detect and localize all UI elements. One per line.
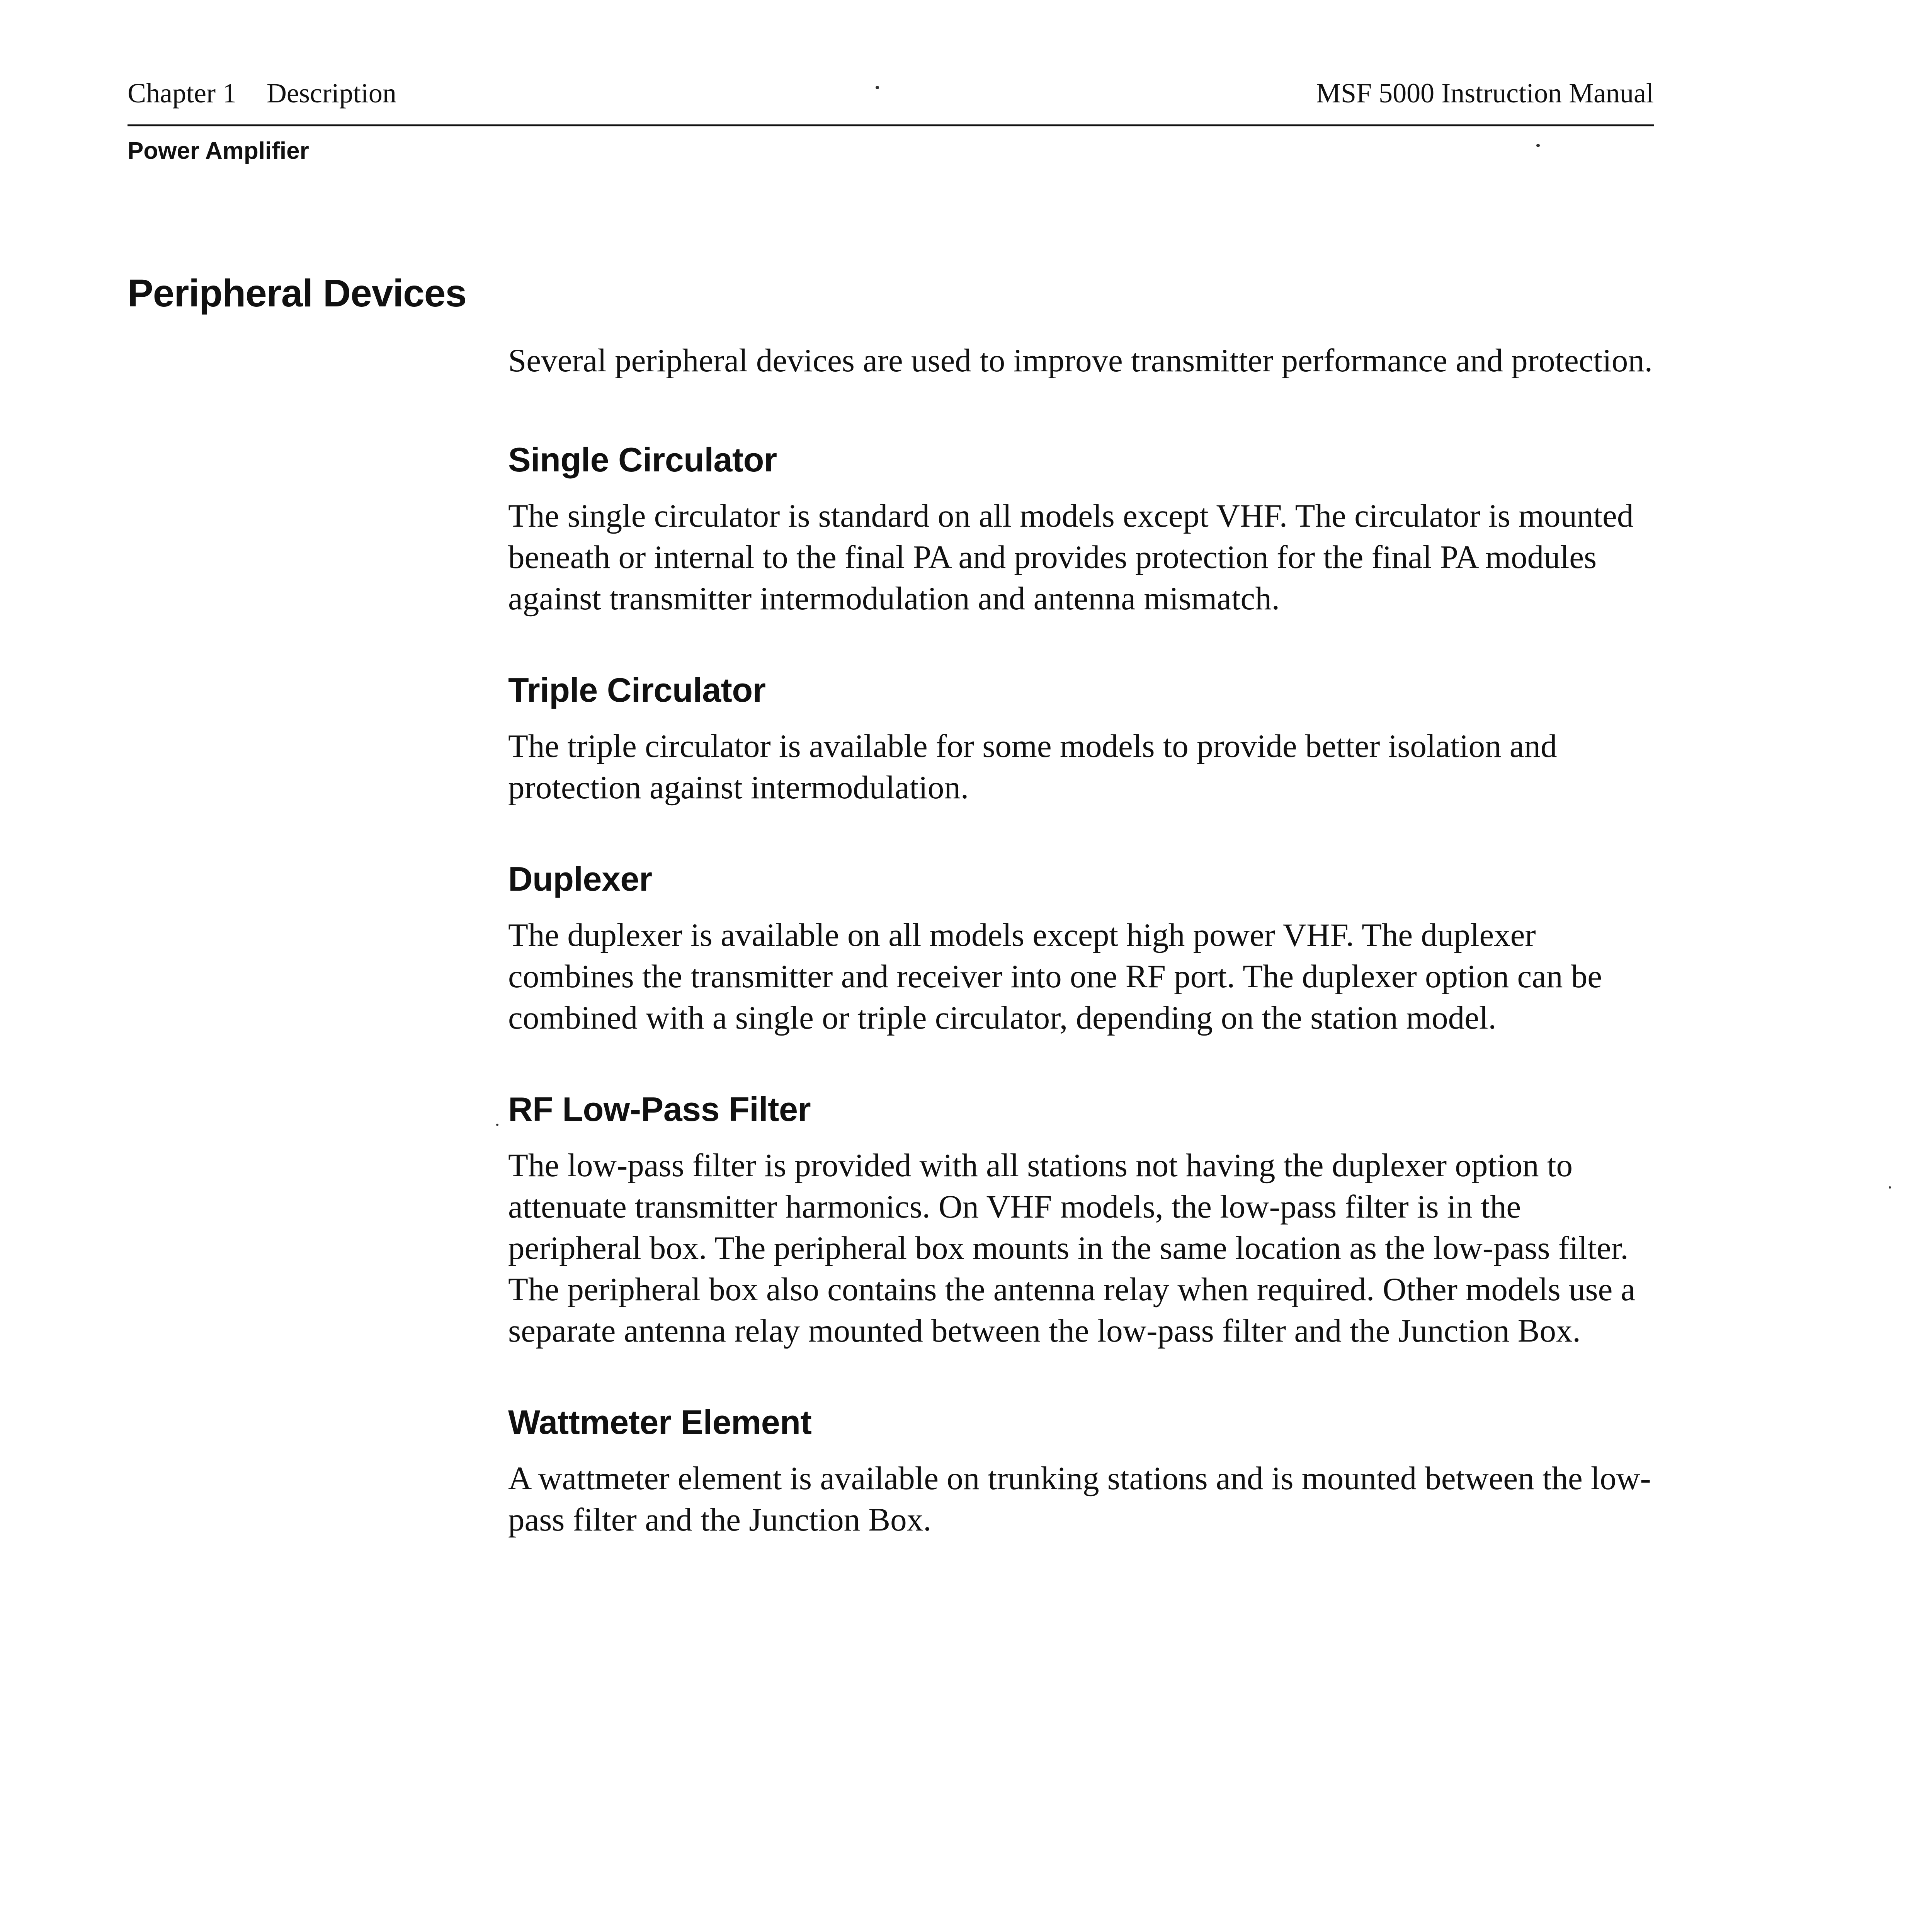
page-title: Peripheral Devices — [128, 272, 466, 315]
header-chapter — [128, 77, 396, 109]
scan-speck — [1536, 144, 1540, 147]
subsection-body: The triple circulator is available for some models to provide better isolation and protection against intermodulation. — [508, 728, 1557, 806]
subsection-duplexer — [508, 859, 1660, 1039]
subsection-rf-low-pass-filter — [508, 1089, 1660, 1352]
subsection-heading: Triple Circulator — [508, 671, 766, 709]
subsection-single-circulator — [508, 439, 1660, 619]
header-rule — [128, 124, 1654, 126]
subsection-triple-circulator — [508, 670, 1660, 808]
subsection-heading: Single Circulator — [508, 440, 777, 479]
subsection-body: A wattmeter element is available on trunking stations and is mounted between the low-pass filter and the Junction Box. — [508, 1460, 1651, 1538]
scan-speck — [876, 86, 879, 89]
content-column — [508, 340, 1660, 1591]
subsection-body: The low-pass filter is provided with all stations not having the duplexer option to attenuate transmitter harmonics. On VHF models, the low-pass filter is in the peripheral box. The peripheral box mounts in the same location as the low-pass filter. The peripheral box also contains the antenna relay when required. Other models use a separate antenna relay mounted between the low-pass filter and the Junction Box. — [508, 1147, 1636, 1349]
subsection-body: The duplexer is available on all models except high power VHF. The duplexer combines the transmitter and receiver into one RF port. The duplexer option can be combined with a single or triple circulator, depending on the station model. — [508, 917, 1602, 1036]
scan-speck — [496, 1124, 498, 1126]
subsection-heading: Duplexer — [508, 860, 652, 898]
running-header — [128, 77, 1654, 128]
subsection-heading: RF Low-Pass Filter — [508, 1090, 811, 1128]
scan-speck — [1889, 1186, 1891, 1189]
subsection-body: The single circulator is standard on all models except VHF. The circulator is mounted beneath or internal to the final PA and provides protection for the final PA modules against transmitter intermodulation and antenna mismatch. — [508, 498, 1634, 617]
header-section-label: Power Amplifier — [128, 138, 309, 164]
subsection-heading: Wattmeter Element — [508, 1403, 812, 1441]
header-chapter-number: Chapter 1 — [128, 78, 236, 109]
header-chapter-title: Description — [266, 78, 396, 109]
subsection-wattmeter-element — [508, 1402, 1660, 1541]
intro-paragraph: Several peripheral devices are used to improve transmitter performance and protection. — [508, 342, 1653, 379]
header-manual-title: MSF 5000 Instruction Manual — [1316, 78, 1654, 109]
